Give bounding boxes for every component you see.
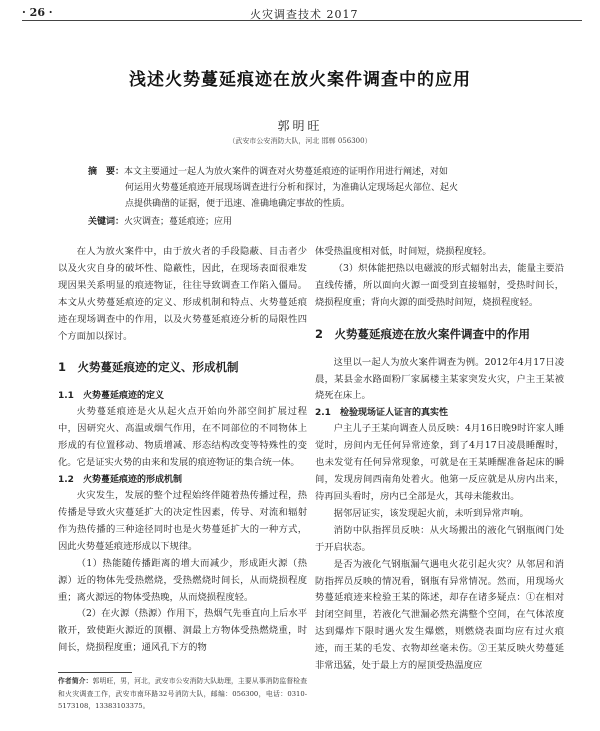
footnote-label: 作者简介： xyxy=(58,677,93,685)
subsection-1-1-heading: 1.1 火势蔓延痕迹的定义 xyxy=(58,391,164,402)
abstract-line-2: 何运用火势蔓延痕迹开展现场调查进行分析和探讨，为准确认定现场起火部位、起火 xyxy=(125,183,459,193)
paragraph-2-3: 消防中队指挥员反映：从火场搬出的液化气钢瓶阀门处于开启状态。 xyxy=(315,524,564,553)
keywords-text: 火灾调查；蔓延痕迹；应用 xyxy=(124,217,233,227)
abstract-text-1: 本文主要通过一起人为放火案件的调查对火势蔓延痕迹的证明作用进行阐述，对如 xyxy=(124,167,449,177)
paragraph-2-intro: 这里以一起人为放火案件调查为例。2012年4月17日凌晨，某县金水路面粉厂家属楼主某家突发火灾，户主王某被烧死在床上。 xyxy=(315,356,564,402)
abstract xyxy=(88,164,520,212)
subsection-2-1-heading: 2.1 检验现场证人证言的真实性 xyxy=(315,408,448,419)
paragraph-2-4: 是否为液化气钢瓶漏气遇电火花引起火灾？从邻居和消防指挥员反映的情况看，钢瓶有异常情况。然而，用现场火势蔓延痕迹来检验王某的陈述，却存在诸多疑点：①在相对封闭空间里，若液化气泄漏必然充满整个空间，在气体浓度达到爆炸下限时遇火发生爆燃，则燃烧表面均应有过火痕迹，而王某的毛发、衣物却丝毫未伤。②王某反映火势蔓延非常迅猛，处于最上方的屋顶受热温度应 xyxy=(315,558,564,672)
keywords xyxy=(88,214,520,227)
page-number: · 26 · xyxy=(22,6,53,19)
keywords-label: 关键词： xyxy=(88,217,125,227)
author-footnote xyxy=(58,675,307,713)
intro-paragraph: 在人为放火案件中，由于放火者的手段隐蔽、目击者少以及火灾自身的破坏性、隐蔽性，因此，在现场表面很难发现因果关系明显的痕迹物证，往往导致调查工作陷入僵局。本文从火势蔓延痕迹的定义、形成机制和特点、火势蔓延痕迹在现场调查中的作用，以及火势蔓延痕迹分析的局限性四个方面加以探讨。 xyxy=(58,246,307,342)
author-name: 郭明旺 xyxy=(277,119,323,133)
paragraph-1-4: （2）在火源（热源）作用下，热烟气先垂直向上后水平散开，致使距火源近的顶棚、洞最上方物体受热燃烧重，时间长，烧损程度重；通风孔下方的物 xyxy=(58,608,307,654)
footnote-divider xyxy=(58,672,132,673)
left-column xyxy=(58,244,307,657)
abstract-label: 摘 要： xyxy=(88,167,125,177)
paragraph-1-1: 火势蔓延痕迹是火从起火点开始向外部空间扩展过程中，因研究火、高温或烟气作用，在不同部位的不同物体上形成的有位置移动、物质增减、形态结构改变等特殊性的变化。它是证实火势的由来和发展的痕迹物证的集合统一体。 xyxy=(58,406,307,469)
paragraph-1-5: （3）炽体能把热以电磁波的形式辐射出去，能量主要沿直线传播，所以面向火源一面受到直接辐射，受热时间长，烧损程度重；背向火源的面受热时间短，烧损程度轻。 xyxy=(315,262,564,308)
abstract-line-1 xyxy=(88,164,520,180)
footnote-text: 郭明旺，男，河北，武安市公安消防大队助理，主要从事消防监督检查和火灾调查工作，武安市南环路32号消防大队，邮编：056300，电话：0310-5173108，13383103375。 xyxy=(58,677,308,710)
right-column xyxy=(315,244,564,675)
paragraph-1-3: （1）热能随传播距离的增大而减少，形成距火源（热源）近的物体先受热燃烧，受热燃烧时间长，从而烧损程度重；离火源远的物体受热晚，从而烧损程度轻。 xyxy=(58,557,307,603)
section-1-heading: 1 火势蔓延痕迹的定义、形成机制 xyxy=(58,360,239,375)
journal-name: 火灾调查技术 2017 xyxy=(250,8,359,21)
page-header xyxy=(22,5,582,21)
abstract-line-3: 点提供确凿的证据，便于迅速、准确地确定事故的性质。 xyxy=(125,199,351,209)
paragraph-2-1: 户主儿子王某向调查人员反映：4月16日晚9时许家人睡觉时，房间内无任何异常迹象，到了4月17日凌晨睡醒时，也未发觉有任何异常现象，可就是在王某睡醒准备起床的瞬间，发现房间西南角处着火。他第一反应就是从房内出来，待再回头看时，房内已全部是火，其母未能救出。 xyxy=(315,423,564,502)
author-affiliation: （武安市公安消防大队，河北 邯郸 056300） xyxy=(228,137,372,145)
paragraph-2-2: 据邻居证实，该发现起火前，未听到异常声响。 xyxy=(333,507,529,519)
paragraph-continuation: 体受热温度相对低，时间短，烧损程度轻。 xyxy=(315,246,492,257)
subsection-1-2-heading: 1.2 火势蔓延痕迹的形成机制 xyxy=(58,475,182,486)
article-title: 浅述火势蔓延痕迹在放火案件调查中的应用 xyxy=(129,70,471,90)
paragraph-1-2: 火灾发生，发展的整个过程始终伴随着热传播过程，热传播是导致火灾蔓延扩大的决定性因素，传导、对流和辐射作为热传播的三种途径同时也是火势蔓延扩大的一种方式，因此火势蔓延痕迹形成以下规律。 xyxy=(58,490,307,552)
section-2-heading: 2 火势蔓延痕迹在放火案件调查中的作用 xyxy=(315,326,530,341)
